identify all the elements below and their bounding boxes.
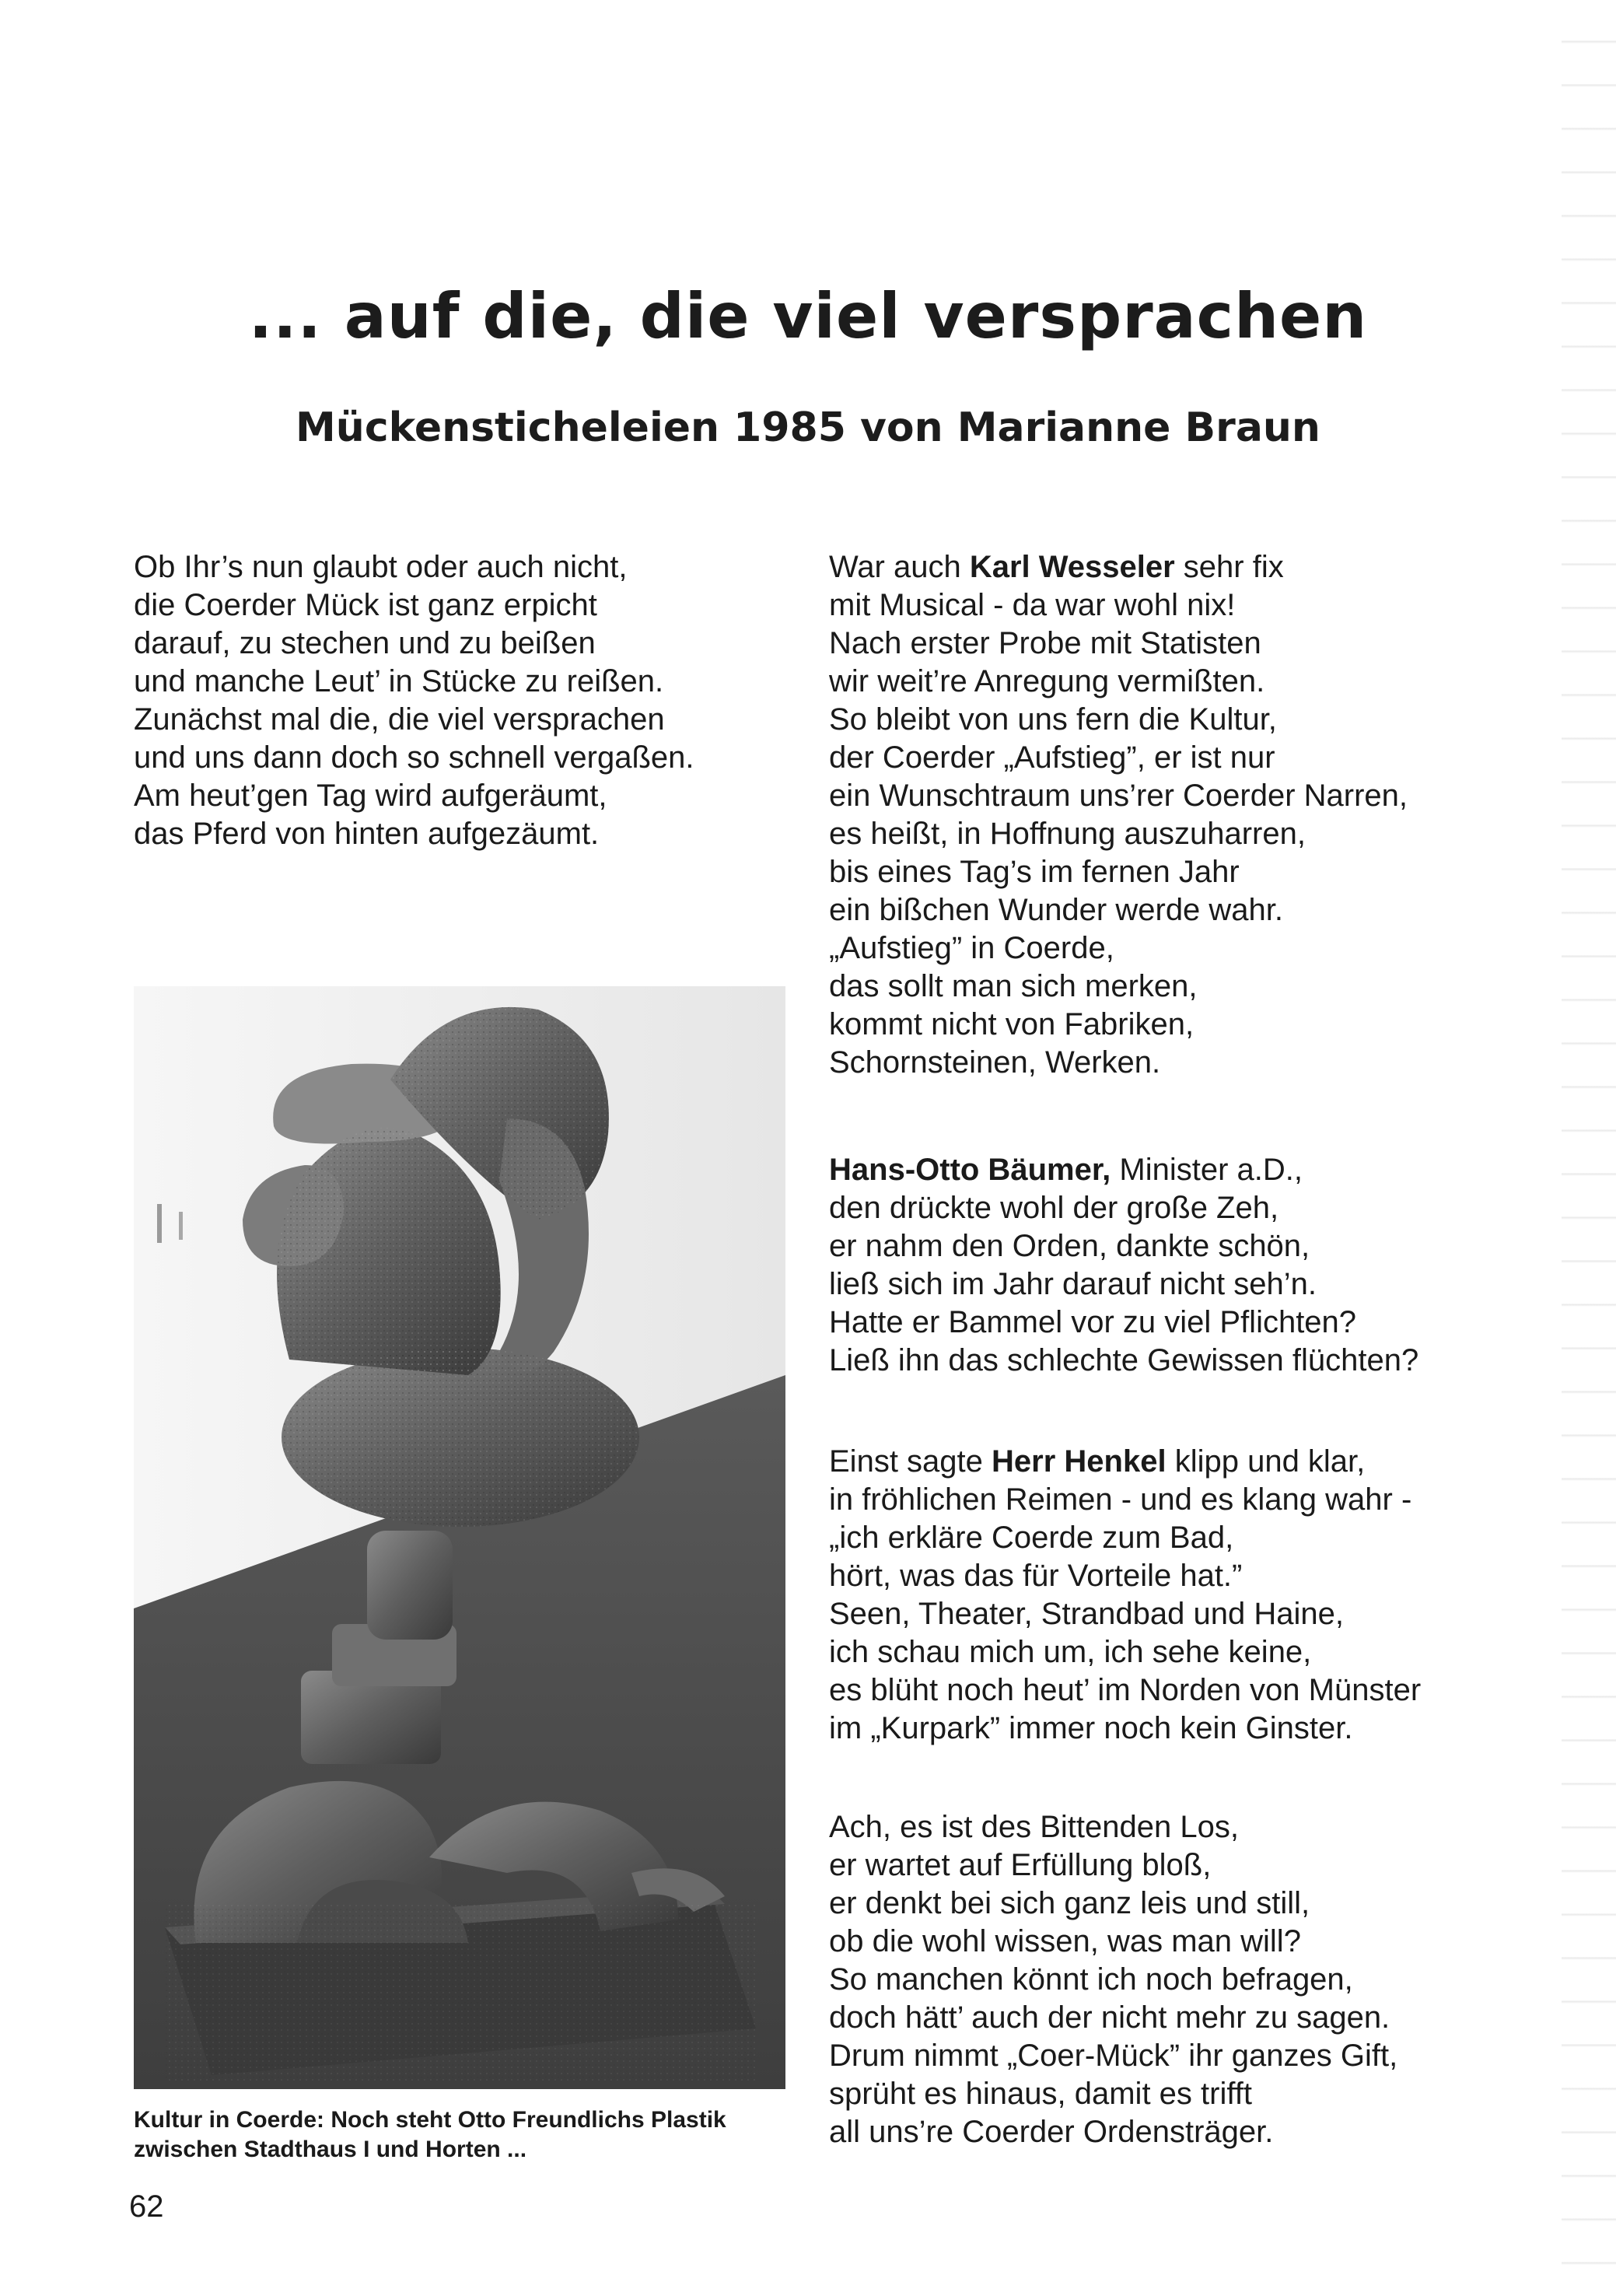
poem-line: all uns’re Coerder Ordensträger.: [829, 2115, 1274, 2149]
poem-stanza-closing: [829, 1808, 1529, 2151]
photo-caption: [134, 2105, 803, 2165]
poem-line: Zunächst mal die, die viel versprachen: [134, 702, 665, 737]
poem-line: er nahm den Orden, dankte schön,: [829, 1229, 1310, 1263]
poem-line: die Coerder Mück ist ganz erpicht: [134, 588, 597, 622]
poem-line: er wartet auf Erfüllung bloß,: [829, 1848, 1212, 1882]
poem-line: ich schau mich um, ich sehe keine,: [829, 1635, 1312, 1669]
article-title: ... auf die, die viel versprachen: [248, 280, 1368, 352]
page-number: 62: [129, 2189, 164, 2224]
poem-line: ließ sich im Jahr darauf nicht seh’n.: [829, 1267, 1317, 1301]
poem-line: und manche Leut’ in Stücke zu reißen.: [134, 664, 664, 698]
poem-line: ein Wunschtraum uns’rer Coerder Narren,: [829, 779, 1408, 813]
poem-line: Seen, Theater, Strandbad und Haine,: [829, 1597, 1344, 1631]
poem-line: es blüht noch heut’ im Norden von Münster: [829, 1673, 1422, 1707]
poem-line: Drum nimmt „Coer-Mück” ihr ganzes Gift,: [829, 2039, 1398, 2073]
sculpture-photo: [134, 986, 785, 2089]
poem-line: wir weit’re Anregung vermißten.: [829, 664, 1265, 698]
poem-line: Ob Ihr’s nun glaubt oder auch nicht,: [134, 550, 628, 584]
poem-stanza-wesseler: [829, 548, 1529, 1082]
poem-line: bis eines Tag’s im fernen Jahr: [829, 855, 1240, 889]
caption-line: zwischen Stadthaus I und Horten ...: [134, 2137, 527, 2162]
poem-line: doch hätt’ auch der nicht mehr zu sagen.: [829, 2000, 1390, 2035]
poem-line: „ich erkläre Coerde zum Bad,: [829, 1521, 1234, 1555]
person-name: Karl Wesseler: [969, 550, 1175, 584]
poem-line: der Coerder „Aufstieg”, er ist nur: [829, 740, 1275, 775]
poem-line: Am heut’gen Tag wird aufgeräumt,: [134, 779, 607, 813]
poem-line: „Aufstieg” in Coerde,: [829, 931, 1114, 965]
poem-line: den drückte wohl der große Zeh,: [829, 1191, 1279, 1225]
poem-line: Ach, es ist des Bittenden Los,: [829, 1810, 1239, 1844]
poem-line: ein bißchen Wunder werde wahr.: [829, 893, 1284, 927]
article-subtitle: Mückensticheleien 1985 von Marianne Braun: [296, 404, 1320, 451]
poem-line: er denkt bei sich ganz leis und still,: [829, 1886, 1310, 1920]
poem-line: darauf, zu stechen und zu beißen: [134, 626, 596, 660]
poem-line: sprüht es hinaus, damit es trifft: [829, 2077, 1252, 2111]
poem-line: und uns dann doch so schnell vergaßen.: [134, 740, 694, 775]
poem-line: Hatte er Bammel vor zu viel Pflichten?: [829, 1305, 1357, 1339]
poem-line: War auch Karl Wesseler sehr fix: [829, 550, 1284, 584]
poem-line: Nach erster Probe mit Statisten: [829, 626, 1261, 660]
poem-line: das Pferd von hinten aufgezäumt.: [134, 817, 600, 851]
poem-line: hört, was das für Vorteile hat.”: [829, 1559, 1243, 1593]
person-name: Hans-Otto Bäumer,: [829, 1153, 1111, 1187]
poem-line: mit Musical - da war wohl nix!: [829, 588, 1236, 622]
poem-line: im „Kurpark” immer noch kein Ginster.: [829, 1711, 1353, 1745]
person-name: Herr Henkel: [992, 1444, 1167, 1479]
poem-line: Ließ ihn das schlechte Gewissen flüchten?: [829, 1343, 1419, 1377]
poem-line: So bleibt von uns fern die Kultur,: [829, 702, 1277, 737]
poem-line: Einst sagte Herr Henkel klipp und klar,: [829, 1444, 1366, 1479]
caption-line: Kultur in Coerde: Noch steht Otto Freundlichs Plastik: [134, 2107, 726, 2133]
poem-stanza-henkel: [829, 1443, 1529, 1748]
poem-line: Schornsteinen, Werken.: [829, 1045, 1161, 1080]
poem-line: So manchen könnt ich noch befragen,: [829, 1962, 1353, 1997]
poem-line: das sollt man sich merken,: [829, 969, 1198, 1003]
poem-line: kommt nicht von Fabriken,: [829, 1007, 1195, 1041]
poem-line: Hans-Otto Bäumer, Minister a.D.,: [829, 1153, 1303, 1187]
poem-stanza-baeumer: [829, 1151, 1529, 1380]
poem-line: in fröhlichen Reimen - und es klang wahr -: [829, 1482, 1412, 1517]
poem-line: ob die wohl wissen, was man will?: [829, 1924, 1301, 1958]
poem-stanza-intro: [134, 548, 818, 853]
poem-line: es heißt, in Hoffnung auszuharren,: [829, 817, 1306, 851]
